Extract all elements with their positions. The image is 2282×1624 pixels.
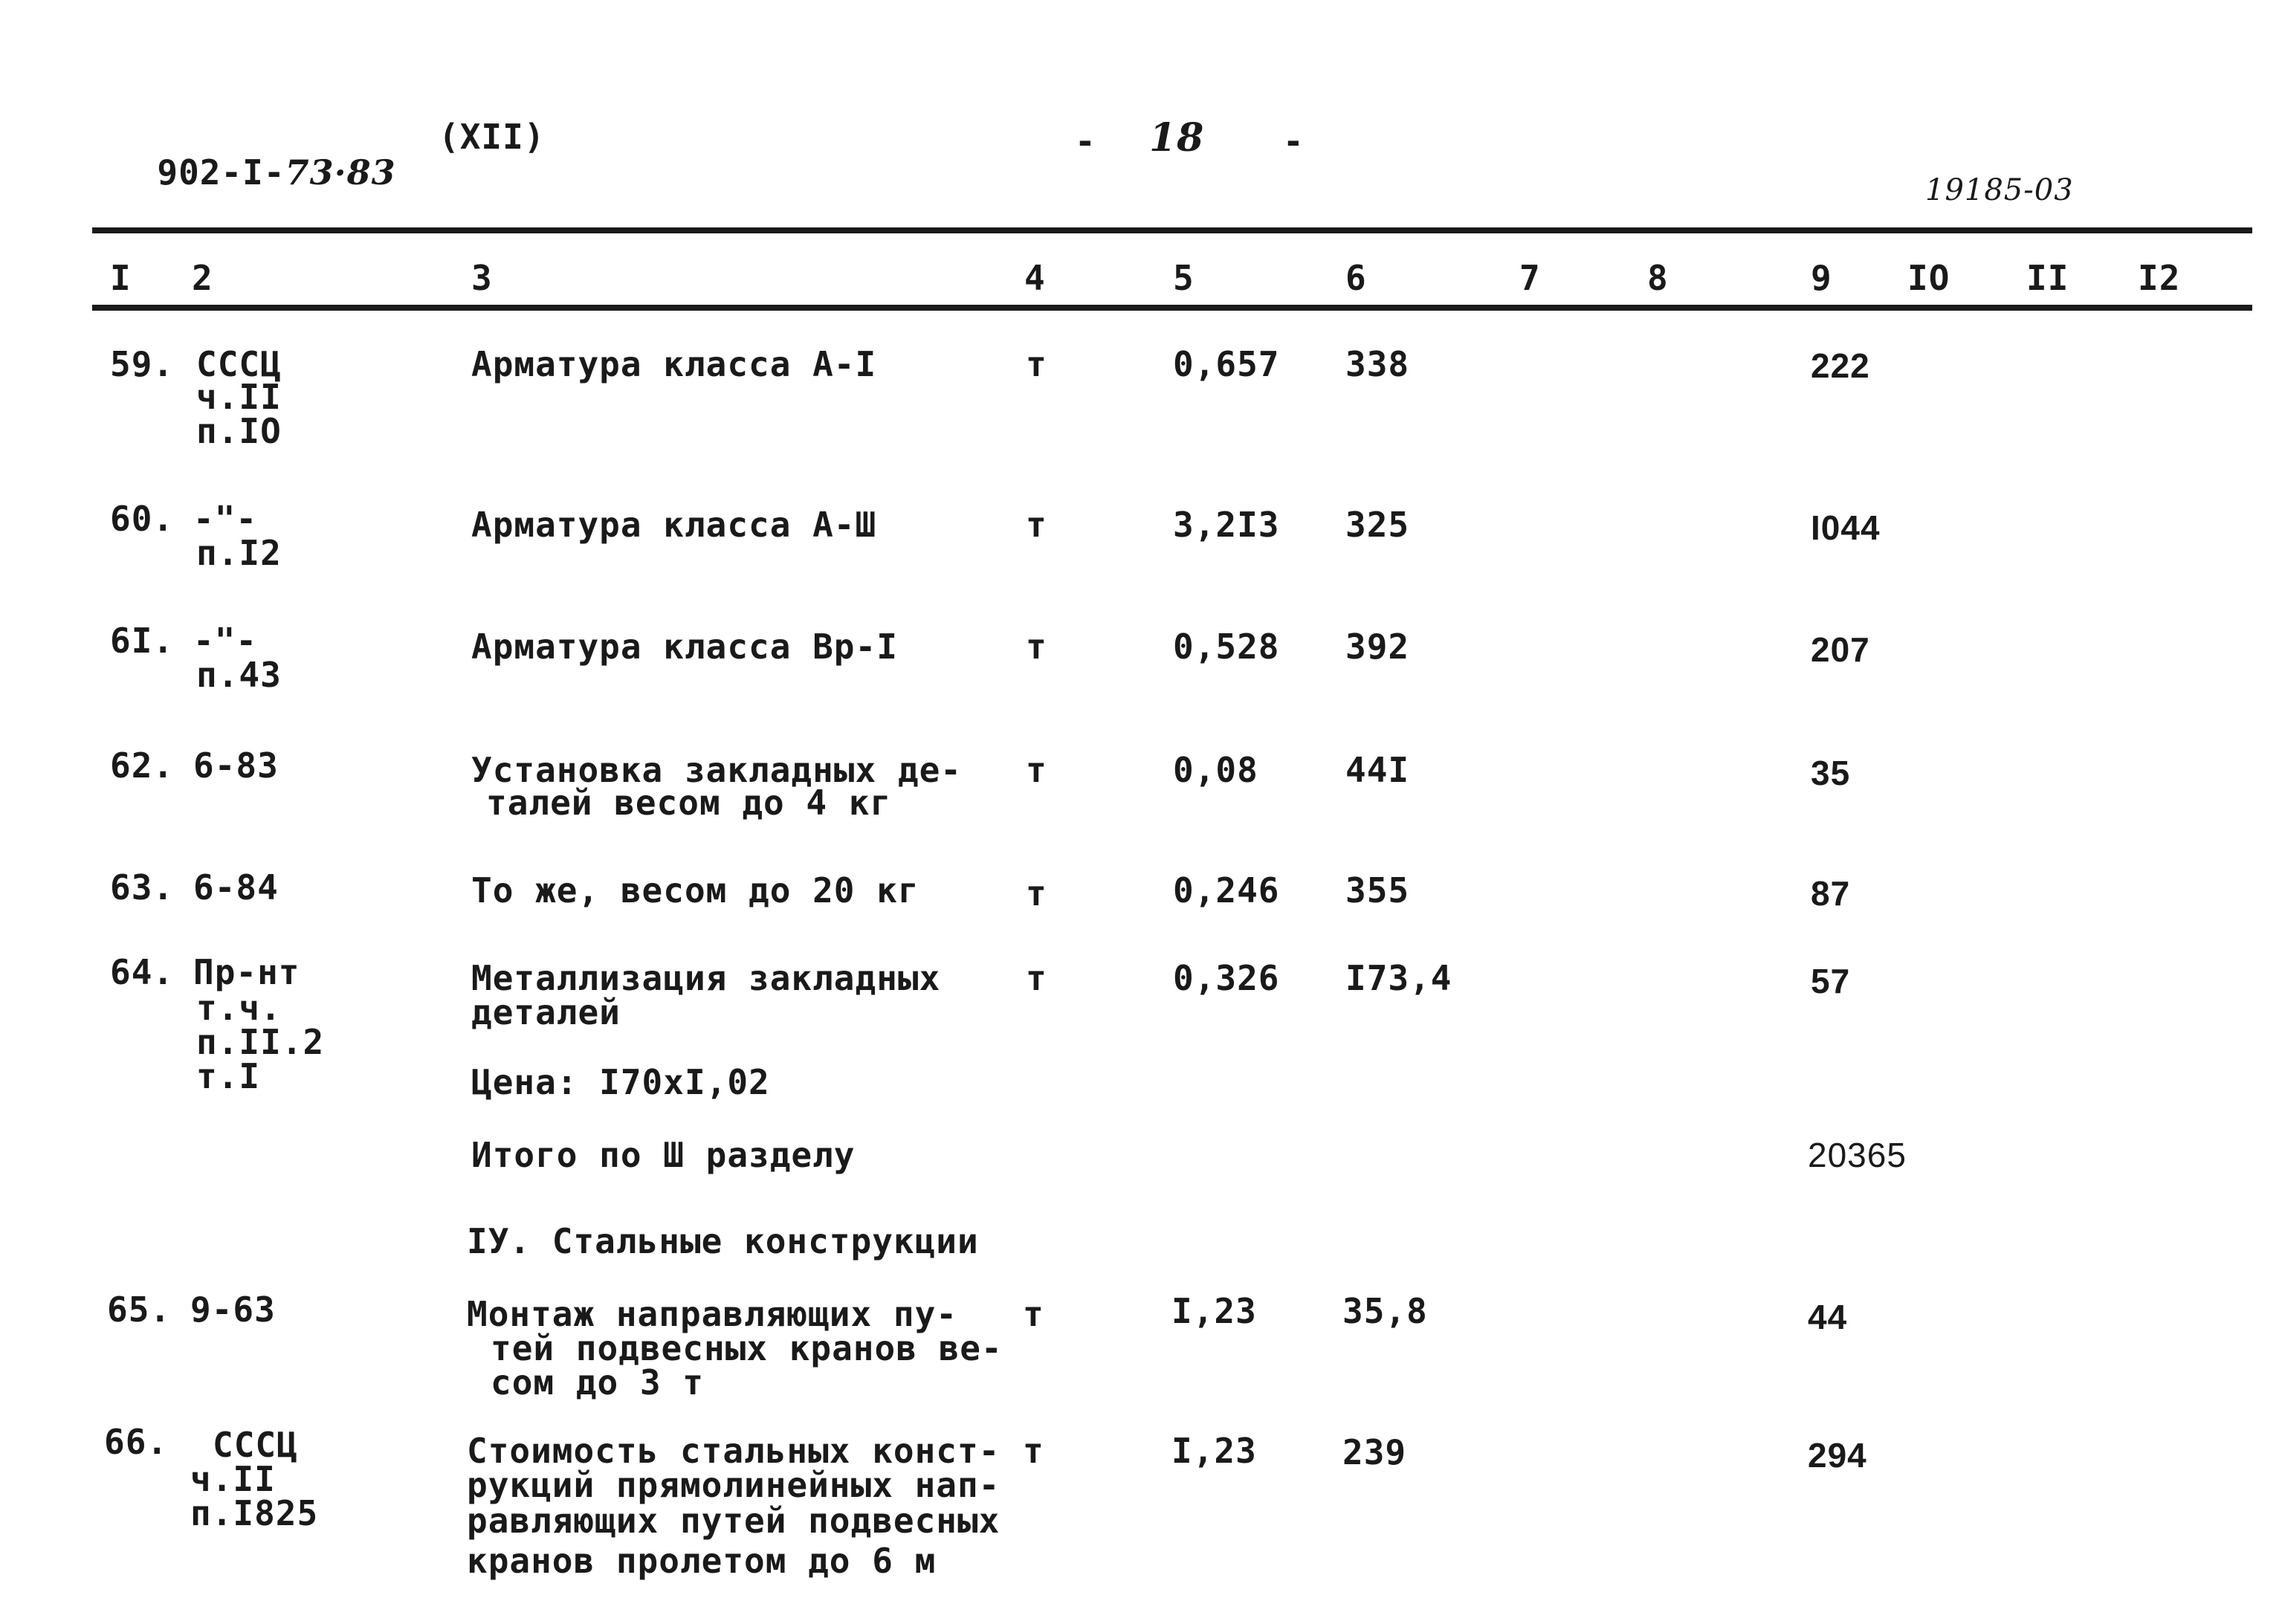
- document-code-handwritten: 73·83: [285, 152, 396, 193]
- page-number: 18: [1149, 115, 1205, 161]
- page-dash-left: -: [1075, 121, 1096, 161]
- row-quantity: 3,2I3: [1173, 505, 1280, 545]
- row-name-line: Стоимость стальных конст-: [467, 1431, 1001, 1471]
- document-code: [114, 119, 396, 193]
- column-header: 3: [471, 258, 493, 298]
- table-top-rule: [92, 227, 2252, 233]
- row-code-line: п.IO: [196, 411, 282, 451]
- row-quantity: 0,326: [1173, 958, 1280, 998]
- row-code-line: 6-84: [193, 867, 279, 908]
- column-header: 6: [1345, 258, 1367, 298]
- row-name-line: Арматура класса А-I: [471, 344, 877, 384]
- row-unit: т: [1026, 958, 1047, 998]
- row-unit-price: 325: [1345, 505, 1410, 545]
- row-unit-price: 355: [1345, 870, 1410, 910]
- row-unit-price: 239: [1342, 1432, 1407, 1472]
- row-quantity: I,23: [1171, 1431, 1257, 1471]
- section-total-label: Итого по Ш разделу: [471, 1135, 856, 1175]
- row-unit: т: [1026, 344, 1047, 384]
- row-name-line: деталей: [471, 992, 621, 1032]
- row-code-line: ч.II: [196, 377, 282, 417]
- row-unit: т: [1026, 627, 1047, 667]
- row-total: 57: [1811, 962, 1851, 1000]
- row-code-line: Пр-нт: [193, 952, 300, 992]
- row-total: 35: [1811, 754, 1851, 792]
- column-header: 8: [1647, 258, 1669, 298]
- archive-number: 19185-03: [1925, 173, 2074, 207]
- row-unit-price: 392: [1345, 627, 1410, 667]
- column-header: 7: [1519, 258, 1541, 298]
- row-quantity: I,23: [1171, 1291, 1257, 1331]
- row-code-line: т.I: [196, 1056, 261, 1096]
- row-code-line: п.43: [196, 655, 282, 695]
- row-unit-price: 44I: [1345, 750, 1410, 790]
- row-name-line: Арматура класса Вр-I: [471, 627, 898, 667]
- row-name-line: тей подвесных кранов ве-: [491, 1328, 1003, 1368]
- row-unit: т: [1026, 750, 1047, 790]
- row-number: 60.: [110, 499, 175, 539]
- row-code-line: п.I825: [190, 1493, 319, 1533]
- row-name-line: То же, весом до 20 кг: [471, 870, 919, 910]
- row-total: 44: [1808, 1298, 1848, 1336]
- row-name-line: Монтаж направляющих пу-: [467, 1294, 957, 1334]
- row-code-line: -"-: [193, 621, 258, 661]
- row-number: 6I.: [110, 621, 175, 661]
- section-heading: IУ. Стальные конструкции: [467, 1221, 979, 1261]
- column-header: I2: [2138, 258, 2181, 298]
- column-header: IO: [1907, 258, 1950, 298]
- row-number: 63.: [110, 867, 175, 908]
- row-total: 207: [1811, 630, 1870, 669]
- row-code-line: СССЦ: [196, 344, 282, 384]
- row-unit-price: I73,4: [1345, 958, 1452, 998]
- row-number: 66.: [104, 1422, 169, 1462]
- row-code-line: СССЦ: [213, 1425, 298, 1465]
- row-unit-price: 35,8: [1342, 1291, 1428, 1331]
- row-quantity: 0,246: [1173, 870, 1280, 910]
- row-code-line: 6-83: [193, 745, 279, 786]
- row-unit: т: [1026, 505, 1047, 545]
- column-header: 9: [1811, 258, 1832, 298]
- row-unit: т: [1026, 873, 1047, 913]
- row-unit-price: 338: [1345, 344, 1410, 384]
- row-total: 294: [1808, 1436, 1867, 1475]
- row-number: 64.: [110, 952, 175, 992]
- row-code-line: 9-63: [190, 1290, 276, 1330]
- row-unit: т: [1023, 1294, 1044, 1334]
- row-total: I044: [1811, 508, 1881, 547]
- row-number: 62.: [110, 745, 175, 786]
- row-code-line: -"-: [193, 499, 258, 539]
- row-quantity: 0,528: [1173, 627, 1280, 667]
- section-total-value: 20365: [1808, 1136, 1907, 1174]
- column-header: I: [110, 258, 132, 298]
- row-unit: т: [1023, 1431, 1044, 1471]
- table-header-rule: [92, 305, 2252, 311]
- price-note: Цена: I70хI,02: [471, 1062, 770, 1102]
- row-name-line: кранов пролетом до 6 м: [467, 1541, 937, 1581]
- row-name-line: Арматура класса А-Ш: [471, 505, 877, 545]
- row-code-line: п.II.2: [196, 1022, 325, 1062]
- row-total: 222: [1811, 346, 1870, 385]
- row-name-line: Установка закладных де-: [471, 750, 962, 790]
- row-name-line: Металлизация закладных: [471, 958, 941, 998]
- column-header: II: [2026, 258, 2069, 298]
- row-name-line: талей весом до 4 кг: [486, 783, 892, 823]
- document-code-prefix: 902-I-: [157, 152, 285, 193]
- row-quantity: 0,08: [1173, 750, 1258, 790]
- row-code-line: п.I2: [196, 533, 282, 573]
- row-code-line: т.ч.: [196, 988, 282, 1028]
- row-quantity: 0,657: [1173, 344, 1280, 384]
- column-header: 4: [1024, 258, 1046, 298]
- page-dash-right: -: [1283, 121, 1305, 161]
- row-number: 59.: [110, 344, 175, 384]
- row-name-line: сом до 3 т: [491, 1362, 704, 1403]
- row-name-line: равляющих путей подвесных: [467, 1501, 1001, 1541]
- document-part: (XII): [439, 117, 546, 157]
- column-header: 2: [192, 258, 213, 298]
- row-number: 65.: [107, 1290, 172, 1330]
- column-header: 5: [1173, 258, 1195, 298]
- row-code-line: ч.II: [190, 1459, 276, 1499]
- row-total: 87: [1811, 874, 1851, 913]
- row-name-line: рукций прямолинейных нап-: [467, 1465, 1001, 1505]
